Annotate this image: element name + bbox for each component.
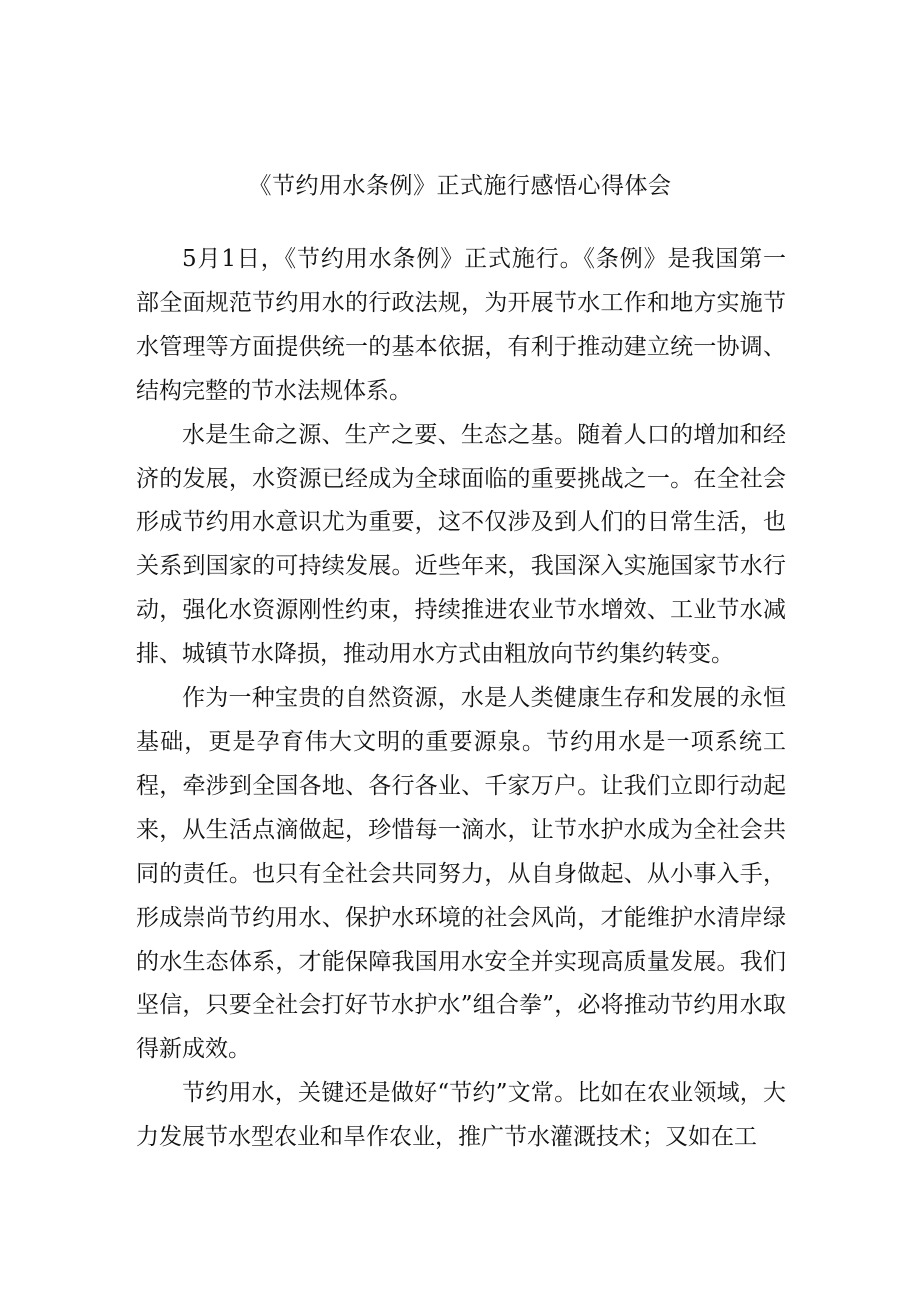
document-title: 《节约用水条例》正式施行感悟心得体会 — [248, 173, 672, 199]
paragraph: 5月1日，《节约用水条例》正式施行。《条例》是我国第一部全面规范节约用水的行政法规，为开展节水工作和地方实施节水管理等方面提供统一的基本依据，有利于推动建立统一协调、结构完整的节水法规体系。 — [136, 246, 786, 404]
document-body — [136, 238, 786, 1160]
paragraph: 节约用水，关键还是做好“节约”文常。比如在农业领域，大力发展节水型农业和旱作农业，推广节水灌溉技术；又如在工 — [136, 1080, 786, 1151]
paragraph: 水是生命之源、生产之要、生态之基。随着人口的增加和经济的发展，水资源已经成为全球面临的重要挑战之一。在全社会形成节约用水意识尤为重要，这不仅涉及到人们的日常生活，也关系到国家的可持续发展。近些年来，我国深入实施国家节水行动，强化水资源刚性约束，持续推进农业节水增效、工业节水减排、城镇节水降损，推动用水方式由粗放向节约集约转变。 — [136, 421, 786, 668]
paragraph: 作为一种宝贵的自然资源，水是人类健康生存和发展的永恒基础，更是孕育伟大文明的重要源泉。节约用水是一项系统工程，牵涉到全国各地、各行各业、千家万户。让我们立即行动起来，从生活点滴做起，珍惜每一滴水，让节水护水成为全社会共同的责任。也只有全社会共同努力，从自身做起、从小事入手，形成崇尚节约用水、保护水环境的社会风尚，才能维护水清岸绿的水生态体系，才能保障我国用水安全并实现高质量发展。我们坚信，只要全社会打好节水护水”组合拳”，必将推动节约用水取得新成效。 — [136, 685, 786, 1063]
